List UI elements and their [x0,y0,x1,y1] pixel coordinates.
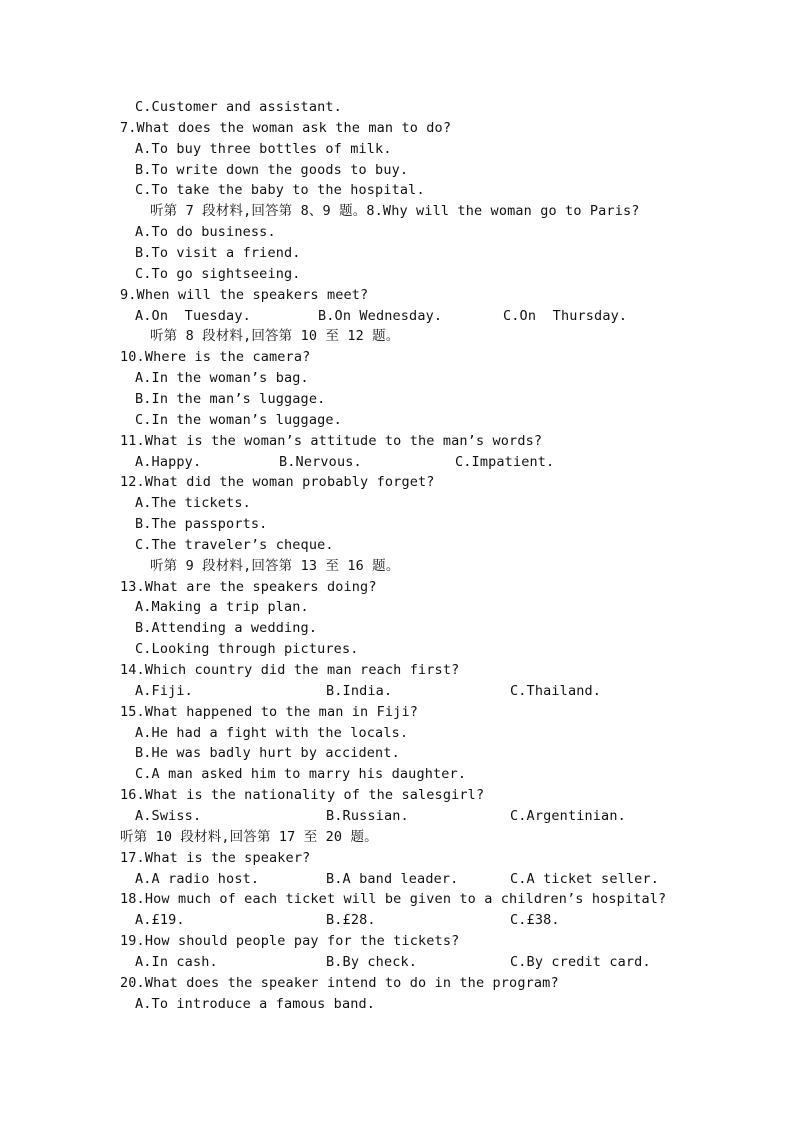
text-line [0,368,794,389]
text-line [0,597,794,618]
text-line [0,472,794,493]
line-text: B.To visit a friend. [135,245,301,261]
answer-option: C.Argentinian. [510,807,626,824]
text-line [0,306,794,327]
line-text: B.The passports. [135,516,268,532]
text-line [0,535,794,556]
text-line [0,222,794,243]
text-line [0,118,794,139]
text-line [0,264,794,285]
line-text: A.To introduce a famous band. [135,995,376,1012]
line-text: 18.How much of each ticket will be given to a children’s hospital? [120,891,667,908]
text-line [0,180,794,201]
line-text: A.The tickets. [135,495,251,512]
line-text: 听第 9 段材料,回答第 13 至 16 题。 [150,557,400,574]
line-text: B.In the man’s luggage. [135,390,326,407]
answer-option: C.£38. [510,912,560,929]
line-text: 16.What is the nationality of the salesgirl? [120,787,485,804]
answer-option: A.Swiss. [135,807,202,824]
text-line [0,723,794,744]
text-line [0,660,794,681]
line-text: C.In the woman’s luggage. [135,411,342,428]
line-text: A.To do business. [135,224,276,241]
text-line [0,869,794,890]
text-line [0,326,794,347]
answer-option: C.On Thursday. [503,307,628,324]
line-text: B.To write down the goods to buy. [135,161,409,178]
text-line [0,389,794,410]
line-text: B.Attending a wedding. [135,620,318,637]
text-line [0,97,794,118]
text-line [0,139,794,160]
text-line [0,910,794,931]
line-text: A.In the woman’s bag. [135,370,309,387]
answer-option: B.On Wednesday. [318,307,443,324]
answer-option: A.In cash. [135,953,218,970]
text-line [0,952,794,973]
text-line [0,618,794,639]
answer-option: B.Russian. [326,807,409,824]
text-line [0,285,794,306]
answer-option: B.£28. [326,912,376,929]
text-line [0,452,794,473]
line-text: B.He was badly hurt by accident. [135,745,400,762]
text-line [0,764,794,785]
line-text: C.To go sightseeing. [135,265,301,282]
answer-option: A.Happy. [135,453,202,470]
text-line [0,493,794,514]
text-line [0,889,794,910]
line-text: C.A man asked him to marry his daughter. [135,766,467,783]
text-line [0,347,794,368]
line-text: 听第 10 段材料,回答第 17 至 20 题。 [120,828,378,845]
answer-option: A.£19. [135,912,185,929]
line-text: C.To take the baby to the hospital. [135,182,425,199]
text-line [0,514,794,535]
line-text: 10.Where is the camera? [120,349,311,366]
text-line [0,743,794,764]
answer-option: B.By check. [326,953,418,970]
answer-option: C.Impatient. [455,453,555,470]
text-line [0,556,794,577]
text-line [0,160,794,181]
line-text: A.He had a fight with the locals. [135,724,409,741]
answer-option: C.A ticket seller. [510,870,659,887]
text-line [0,994,794,1015]
line-text: C.Customer and assistant. [135,99,342,115]
line-text: 9.When will the speakers meet? [120,286,369,303]
line-text: C.Looking through pictures. [135,641,359,658]
answer-option: C.Thailand. [510,682,602,699]
text-line [0,243,794,264]
line-text: A.To buy three bottles of milk. [135,140,392,157]
line-text: 13.What are the speakers doing? [120,578,377,595]
answer-option: B.A band leader. [326,870,459,887]
text-line [0,577,794,598]
answer-option: B.India. [326,682,393,699]
text-line [0,201,794,222]
line-text: 15.What happened to the man in Fiji? [120,703,418,720]
text-line [0,827,794,848]
answer-option: A.A radio host. [135,870,260,887]
line-text: 12.What did the woman probably forget? [120,474,435,491]
line-text: 听第 7 段材料,回答第 8、9 题。8.Why will the woman go to Paris? [150,203,640,220]
answer-option: A.Fiji. [135,682,193,699]
answer-option: B.Nervous. [279,453,362,470]
text-line [0,931,794,952]
text-line [0,848,794,869]
line-text: 7.What does the woman ask the man to do? [120,119,452,136]
line-text: 14.Which country did the man reach first? [120,662,460,678]
line-text: C.The traveler’s cheque. [135,536,334,553]
text-line [0,702,794,723]
line-text: 19.How should people pay for the tickets? [120,933,460,949]
text-line [0,639,794,660]
answer-option: C.By credit card. [510,953,651,970]
text-line [0,431,794,452]
text-line [0,785,794,806]
line-text: 17.What is the speaker? [120,849,311,866]
text-line [0,973,794,994]
answer-option: A.On Tuesday. [135,307,251,324]
text-line [0,806,794,827]
text-line [0,410,794,431]
line-text: 听第 8 段材料,回答第 10 至 12 题。 [150,328,400,345]
line-text: 11.What is the woman’s attitude to the man’s words? [120,432,543,449]
text-line [0,681,794,702]
line-text: 20.What does the speaker intend to do in the program? [120,974,559,991]
line-text: A.Making a trip plan. [135,599,309,616]
